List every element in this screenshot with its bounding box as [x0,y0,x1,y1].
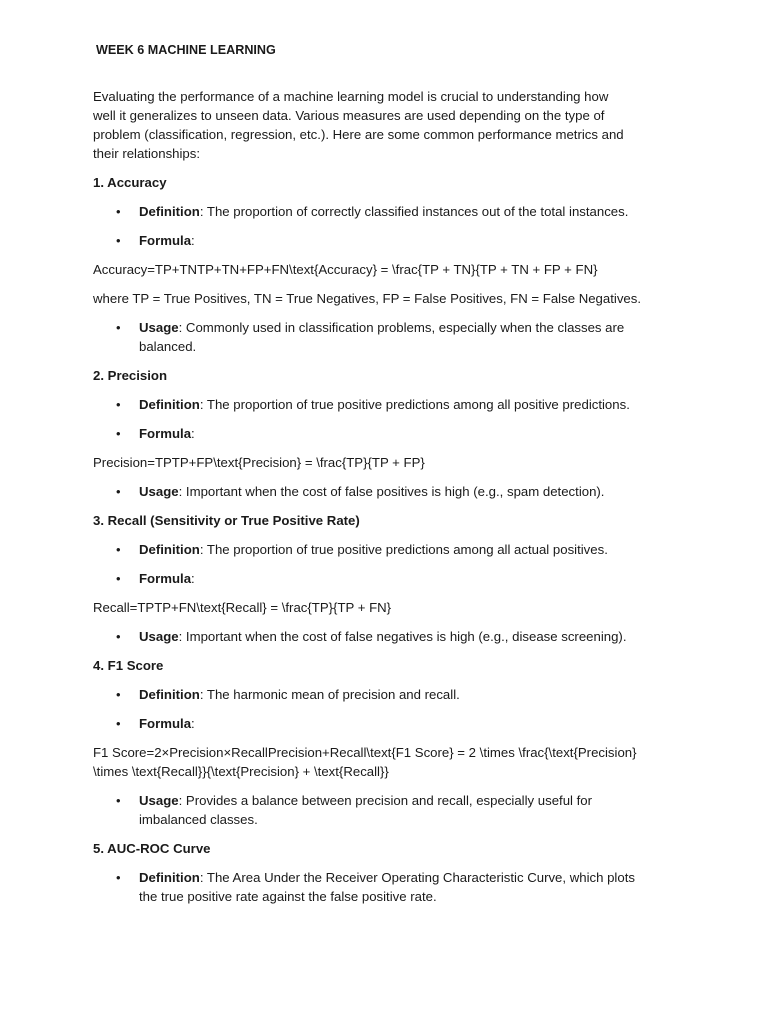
usage-item-continued: balanced. [139,339,197,354]
section-heading: 5. AUC-ROC Curve [93,841,211,856]
bullet-icon: • [116,571,121,586]
usage-item: Usage: Commonly used in classification problems, especially when the classes are [139,320,625,335]
formula-item: Formula: [139,426,195,441]
page-title: WEEK 6 MACHINE LEARNING [96,43,276,57]
bullet-icon: • [116,870,121,885]
formula-item: Formula: [139,716,195,731]
formula-note: where TP = True Positives, TN = True Negatives, FP = False Positives, FN = False Negatives. [93,291,642,306]
definition-item: Definition: The harmonic mean of precision and recall. [139,687,460,702]
bullet-icon: • [116,426,121,441]
formula-text: Recall=TPTP+FN\text{Recall} = \frac{TP}{TP + FN} [93,600,392,615]
bullet-icon: • [116,204,121,219]
section-heading: 1. Accuracy [93,175,167,190]
bullet-icon: • [116,687,121,702]
formula-text: Precision=TPTP+FP\text{Precision} = \frac{TP}{TP + FP} [93,455,425,470]
intro-line: well it generalizes to unseen data. Various measures are used depending on the type of [93,108,605,123]
usage-item: Usage: Important when the cost of false negatives is high (e.g., disease screening). [139,629,627,644]
intro-line: Evaluating the performance of a machine learning model is crucial to understanding how [93,89,609,104]
bullet-icon: • [116,542,121,557]
formula-text-continued: \times \text{Recall}}{\text{Precision} + \text{Recall}} [93,764,389,779]
formula-item: Formula: [139,233,195,248]
definition-item: Definition: The proportion of correctly classified instances out of the total instances. [139,204,629,219]
bullet-icon: • [116,484,121,499]
definition-item-continued: the true positive rate against the false positive rate. [139,889,437,904]
formula-item: Formula: [139,571,195,586]
intro-line: their relationships: [93,146,201,161]
bullet-icon: • [116,233,121,248]
definition-item: Definition: The proportion of true positive predictions among all actual positives. [139,542,608,557]
section-heading: 2. Precision [93,368,168,383]
bullet-icon: • [116,793,121,808]
bullet-icon: • [116,320,121,335]
definition-item: Definition: The proportion of true positive predictions among all positive predictions. [139,397,630,412]
bullet-icon: • [116,397,121,412]
usage-item: Usage: Provides a balance between precision and recall, especially useful for [139,793,593,808]
intro-line: problem (classification, regression, etc.). Here are some common performance metrics and [93,127,624,142]
usage-item: Usage: Important when the cost of false positives is high (e.g., spam detection). [139,484,605,499]
bullet-icon: • [116,716,121,731]
bullet-icon: • [116,629,121,644]
definition-item: Definition: The Area Under the Receiver Operating Characteristic Curve, which plots [139,870,635,885]
section-heading: 3. Recall (Sensitivity or True Positive Rate) [93,513,360,528]
formula-text: Accuracy=TP+TNTP+TN+FP+FN\text{Accuracy} = \frac{TP + TN}{TP + TN + FP + FN} [93,262,598,277]
usage-item-continued: imbalanced classes. [139,812,258,827]
formula-text: F1 Score=2×Precision×RecallPrecision+Recall\text{F1 Score} = 2 \times \frac{\text{Precision} [93,745,637,760]
section-heading: 4. F1 Score [93,658,164,673]
